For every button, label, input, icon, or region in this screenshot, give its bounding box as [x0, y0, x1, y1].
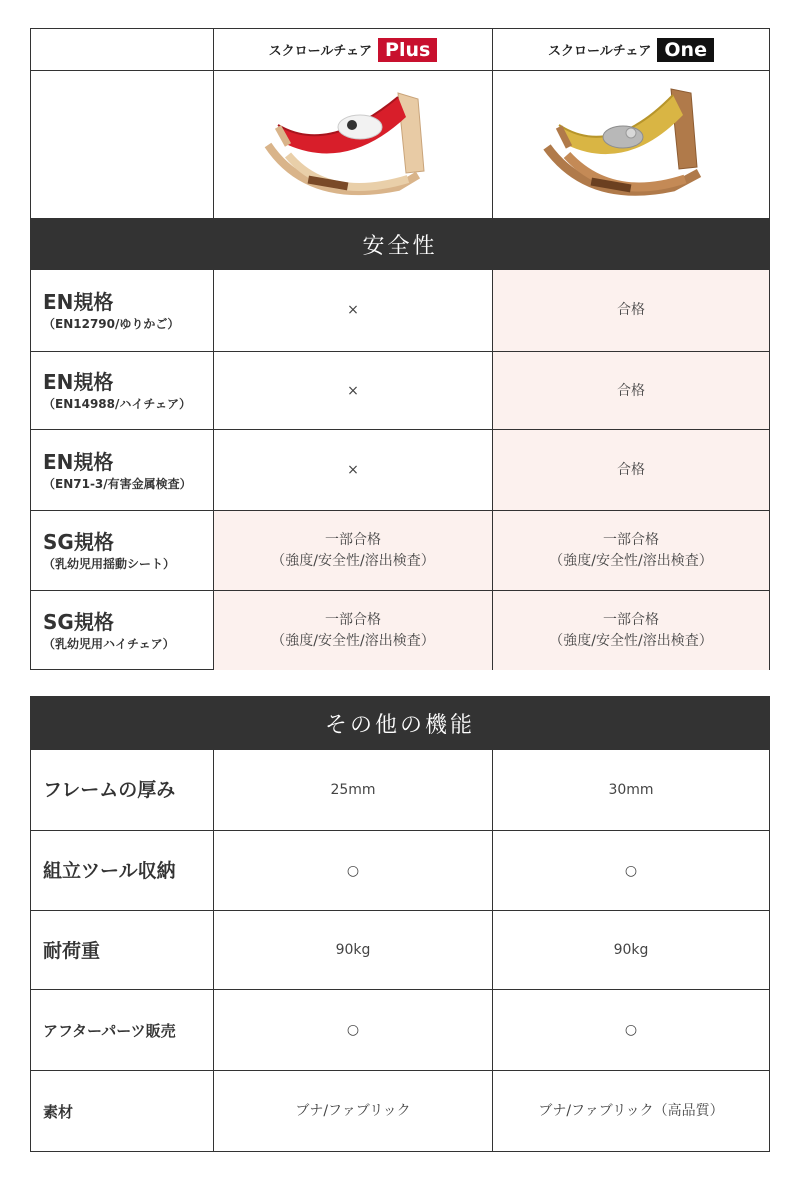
row-label — [31, 831, 214, 911]
safety-title: 安全性 — [362, 233, 438, 259]
row-label — [31, 352, 214, 430]
standard-label: SG規格 — [43, 530, 114, 554]
row-label — [31, 511, 214, 591]
one-result-text: 合格 — [617, 462, 645, 478]
one-value-text: 90kg — [613, 942, 649, 958]
feature-row-load — [31, 910, 769, 990]
one-value-text: 30mm — [608, 781, 654, 798]
plus-value-text: 25mm — [330, 781, 376, 798]
plus-value-text: ○ — [346, 862, 360, 879]
plus-value-text: ブナ/ファブリック — [295, 1103, 411, 1119]
feature-label: アフターパーツ販売 — [43, 1022, 176, 1040]
one-result-detail: （強度/安全性/溶出検査） — [549, 553, 713, 569]
plus-value — [214, 831, 493, 911]
feature-label: 組立ツール収納 — [43, 860, 176, 882]
model-plus-header — [214, 29, 493, 70]
plus-result-text: 一部合格 — [325, 611, 381, 628]
feature-label: 耐荷重 — [43, 939, 101, 962]
plus-result — [214, 430, 493, 511]
standard-sublabel: （EN12790/ゆりかご） — [43, 316, 180, 331]
one-result-detail: （強度/安全性/溶出検査） — [549, 632, 713, 649]
one-result-text: 合格 — [617, 302, 645, 318]
standard-sublabel: （EN14988/ハイチェア） — [43, 397, 192, 411]
row-label — [31, 270, 214, 351]
safety-row-5 — [31, 590, 769, 670]
plus-chair-image — [248, 75, 458, 215]
feature-row-parts — [31, 989, 769, 1071]
plus-value — [214, 990, 493, 1071]
feature-row-material — [31, 1070, 769, 1152]
row-label — [31, 591, 214, 670]
row-label — [31, 990, 214, 1071]
standard-label: EN規格 — [43, 289, 114, 314]
one-result-text: 一部合格 — [603, 532, 659, 548]
one-result-text: 一部合格 — [603, 611, 659, 628]
feature-label: フレームの厚み — [43, 779, 176, 801]
plus-result-detail: （強度/安全性/溶出検査） — [271, 632, 435, 649]
one-badge: One — [657, 38, 714, 62]
plus-result — [214, 270, 493, 351]
one-value-text: ○ — [624, 1022, 638, 1038]
one-value — [493, 1071, 769, 1152]
standard-sublabel: （乳幼児用ハイチェア） — [43, 636, 175, 651]
plus-result-detail: （強度/安全性/溶出検査） — [271, 553, 435, 569]
one-result — [493, 430, 769, 511]
one-value — [493, 831, 769, 911]
one-value-text: ○ — [624, 862, 638, 879]
safety-row-4 — [31, 510, 769, 591]
standard-sublabel: （EN71-3/有害金属検査） — [43, 476, 192, 491]
safety-comparison-table — [30, 28, 770, 670]
plus-result-text: × — [347, 302, 359, 318]
model-one-header — [493, 29, 769, 70]
features-comparison-table — [30, 696, 770, 1152]
row-label — [31, 750, 214, 830]
row-label — [31, 1071, 214, 1152]
features-title: その他の機能 — [324, 713, 475, 738]
feature-row-frame — [31, 750, 769, 830]
safety-row-3 — [31, 429, 769, 511]
one-value — [493, 911, 769, 990]
empty-corner-cell — [31, 29, 214, 70]
plus-value-text: ○ — [346, 1022, 360, 1038]
one-result — [493, 591, 769, 670]
model-image-row — [31, 70, 769, 219]
one-value-text: ブナ/ファブリック（高品質） — [538, 1103, 724, 1119]
plus-result-text: × — [347, 462, 359, 478]
one-result-text: 合格 — [617, 382, 645, 399]
safety-section-header — [31, 218, 769, 270]
plus-value — [214, 911, 493, 990]
plus-badge: Plus — [378, 38, 437, 62]
safety-row-1 — [31, 270, 769, 351]
one-chair-image — [531, 75, 731, 215]
features-section-header — [31, 697, 769, 750]
standard-label: EN規格 — [43, 449, 114, 474]
plus-value-text: 90kg — [335, 942, 371, 958]
plus-result-text: × — [347, 382, 359, 399]
one-result — [493, 352, 769, 430]
one-value — [493, 750, 769, 830]
row-label — [31, 911, 214, 990]
model-header-row — [31, 29, 769, 70]
plus-value — [214, 750, 493, 830]
plus-image-cell — [214, 71, 493, 219]
plus-result-text: 一部合格 — [325, 532, 381, 548]
model-one-name: スクロールチェア — [548, 44, 652, 59]
safety-row-2 — [31, 351, 769, 430]
one-value — [493, 990, 769, 1071]
one-image-cell — [493, 71, 769, 219]
plus-result — [214, 591, 493, 670]
one-result — [493, 270, 769, 351]
plus-value — [214, 1071, 493, 1152]
model-plus-name: スクロールチェア — [268, 44, 373, 59]
row-label — [31, 430, 214, 511]
plus-result — [214, 352, 493, 430]
standard-label: SG規格 — [43, 609, 114, 634]
empty-image-label-cell — [31, 71, 214, 219]
standard-sublabel: （乳幼児用揺動シート） — [43, 557, 176, 571]
feature-label: 素材 — [43, 1103, 74, 1121]
one-result — [493, 511, 769, 591]
standard-label: EN規格 — [43, 370, 114, 394]
feature-row-tool — [31, 830, 769, 911]
plus-result — [214, 511, 493, 591]
